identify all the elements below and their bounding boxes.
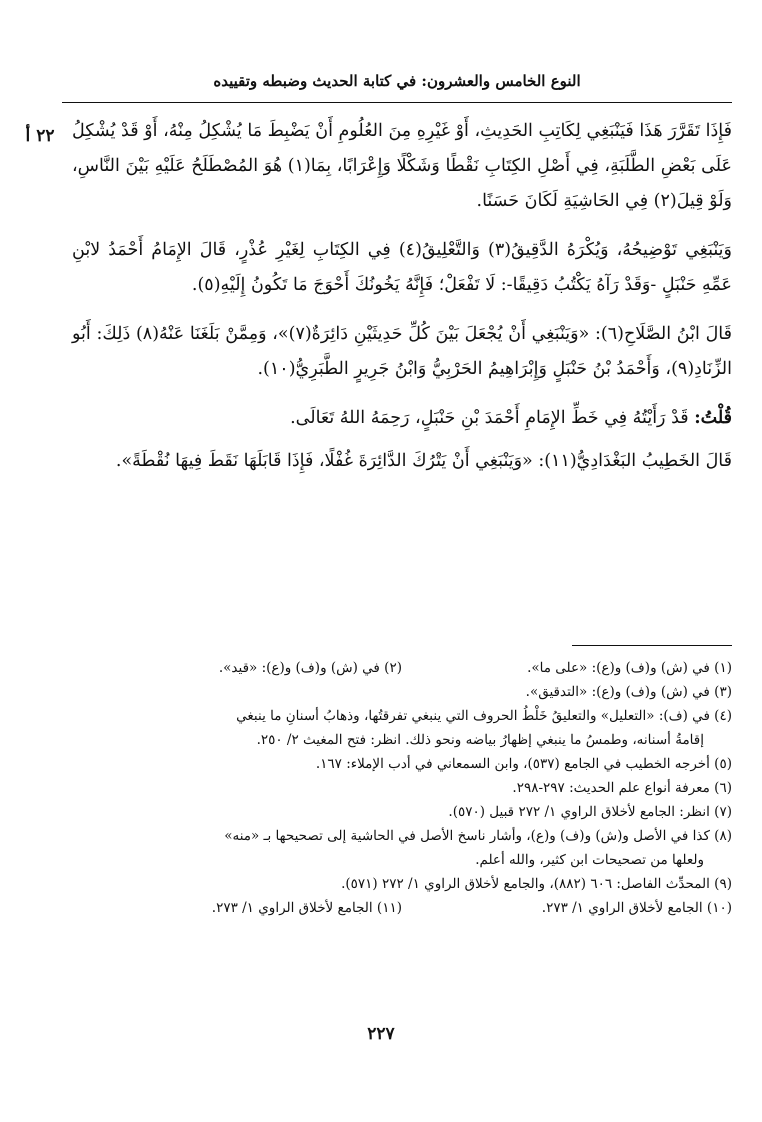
footnote-8-continued: ولعلها من تصحيحات ابن كثير، والله أعلم. bbox=[475, 852, 704, 868]
footnote-6: (٦) معرفة أنواع علم الحديث: ٢٩٧-٢٩٨. bbox=[512, 780, 732, 796]
footnote-row-1-2 bbox=[62, 656, 732, 680]
footnote-11: (١١) الجامع لأخلاق الراوي ١/ ٢٧٣. bbox=[211, 900, 402, 916]
footnote-separator bbox=[572, 645, 732, 646]
paragraph-4-lead: قُلْتُ: bbox=[694, 408, 732, 428]
running-head: النوع الخامس والعشرون: في كتابة الحديث وضبطه وتقييده bbox=[213, 72, 581, 90]
paragraph-2-text: وَيَنْبَغِي تَوْضِيحُهُ، وَيُكْرَهُ الدَّقِيقُ(٣) وَالتَّعْلِيقُ(٤) فِي الكِتَابِ لِغَيْرِ عُذْرٍ، قَالَ الإِمَامُ أَحْمَدُ لابْنِ عَمِّهِ حَنْبَلٍ -وَقَدْ رَآهُ يَكْتُبُ دَقِيقًا-: لَا تَفْعَلْ؛ فَإِنَّهُ يَخُونُكَ أَحْوَجَ مَا تَكُونُ إِلَيْهِ(٥). bbox=[72, 240, 732, 295]
manuscript-folio-reference: ٢٢ أ bbox=[25, 126, 55, 146]
footnote-row-10-11 bbox=[62, 896, 732, 920]
paragraph-4 bbox=[72, 401, 732, 436]
header-rule bbox=[62, 102, 732, 103]
paragraph-1-text: فَإِذَا تَقَرَّرَ هَذَا فَيَنْبَغِي لِكَاتِبِ الحَدِيثِ، أَوْ غَيْرِهِ مِنَ العُلُومِ أَنْ يَضْبِطَ مَا يُشْكِلُ مِنْهُ، أَوْ قَدْ يُشْكِلُ عَلَى بَعْضِ الطَّلَبَةِ، فِي أَصْلِ الكِتَابِ نَقْطًا وَشَكْلًا وَإِعْرَابًا، بِمَا(١) هُوَ المُصْطَلَحُ عَلَيْهِ بَيْنَ النَّاسِ، وَلَوْ قِيلَ(٢) فِي الحَاشِيَةِ لَكَانَ حَسَنًا. bbox=[72, 121, 732, 211]
footnote-3: (٣) في (ش) و(ف) و(ع): «التدقيق». bbox=[525, 684, 732, 700]
footnote-8: (٨) كذا في الأصل و(ش) و(ف) و(ع)، وأشار ناسخ الأصل في الحاشية إلى تصحيحها بـ «منه» bbox=[224, 828, 732, 844]
main-text bbox=[72, 114, 732, 493]
paragraph-2 bbox=[72, 233, 732, 303]
footnote-1: (١) في (ش) و(ف) و(ع): «على ما». bbox=[527, 660, 732, 676]
footnote-7: (٧) انظر: الجامع لأخلاق الراوي ١/ ٢٧٢ قبيل (٥٧٠). bbox=[448, 804, 732, 820]
paragraph-3 bbox=[72, 317, 732, 387]
footnote-4-continued: إقامةُ أسنانه، وطمسُ ما ينبغي إظهارُ بياضه ونحو ذلك. انظر: فتح المغيث ٢/ ٢٥٠. bbox=[256, 732, 704, 748]
paragraph-4-text: قَدْ رَأَيْتُهُ فِي خَطِّ الإِمَامِ أَحْمَدَ بْنِ حَنْبَلٍ، رَحِمَهُ اللهُ تَعَالَى. bbox=[290, 408, 695, 428]
footnotes bbox=[62, 656, 732, 920]
paragraph-1 bbox=[72, 114, 732, 219]
page-number: ٢٢٧ bbox=[367, 1024, 395, 1044]
footnote-10: (١٠) الجامع لأخلاق الراوي ١/ ٢٧٣. bbox=[541, 900, 732, 916]
paragraph-3-text: قَالَ ابْنُ الصَّلَاحِ(٦): «وَيَنْبَغِي أَنْ يُجْعَلَ بَيْنَ كُلِّ حَدِيثَيْنِ دَائِرَةٌ(٧)»، وَمِمَّنْ بَلَغَنَا عَنْهُ(٨) ذَلِكَ: أَبُو الزِّنَادِ(٩)، وَأَحْمَدُ بْنُ حَنْبَلٍ وَإِبْرَاهِيمُ الحَرْبِيُّ وَابْنُ جَرِيرٍ الطَّبَرِيُّ(١٠). bbox=[72, 324, 732, 379]
footnote-9: (٩) المحدِّث الفاصل: ٦٠٦ (٨٨٢)، والجامع لأخلاق الراوي ١/ ٢٧٢ (٥٧١). bbox=[341, 876, 732, 892]
footnote-5: (٥) أخرجه الخطيب في الجامع (٥٣٧)، وابن السمعاني في أدب الإملاء: ١٦٧. bbox=[315, 756, 732, 772]
paragraph-5 bbox=[72, 444, 732, 479]
footnote-4: (٤) في (ف): «التعليل» والتعليقُ خَلْطُ الحروف التي ينبغي تفرقتُها، وذهابُ أسنانِ ما ينبغي bbox=[236, 708, 732, 724]
footnote-2: (٢) في (ش) و(ف) و(ع): «قيد». bbox=[218, 660, 402, 676]
paragraph-5-text: قَالَ الخَطِيبُ البَغْدَادِيُّ(١١): «وَيَنْبَغِي أَنْ يَتْرُكَ الدَّائِرَةَ غُفْلًا، فَإِذَا قَابَلَهَا نَقَطَ فِيهَا نُقْطَةً». bbox=[115, 451, 732, 471]
